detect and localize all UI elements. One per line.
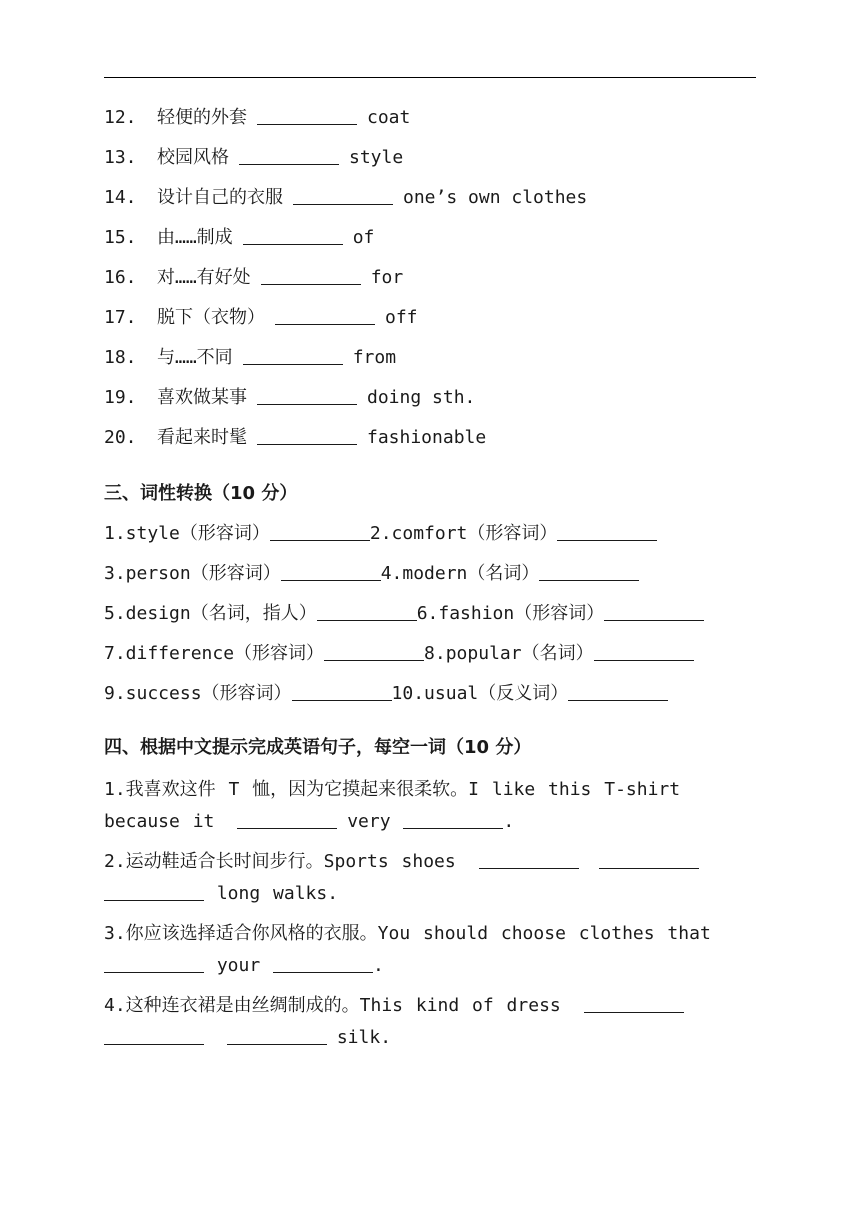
answer-blank[interactable] <box>403 808 503 829</box>
sentence-text: 1.我喜欢这件 T 恤，因为它摸起来很柔软。I like this T-shirt because it <box>104 779 681 832</box>
section-heading: 三、词性转换（10 分） <box>104 483 298 504</box>
item-number: 16. <box>104 267 137 288</box>
phrase-list <box>104 104 764 464</box>
chinese-prompt: 对……有好处 <box>157 267 251 288</box>
answer-blank[interactable] <box>243 344 343 365</box>
chinese-prompt: 喜欢做某事 <box>157 387 247 408</box>
answer-blank[interactable] <box>604 600 704 621</box>
english-tail: off <box>385 307 418 328</box>
answer-blank[interactable] <box>104 880 204 901</box>
conversion-prompt: 1.style（形容词） <box>104 523 270 544</box>
sentence-text: 2.运动鞋适合长时间步行。Sports shoes <box>104 851 456 872</box>
chinese-prompt: 设计自己的衣服 <box>157 187 283 208</box>
item-number: 18. <box>104 347 137 368</box>
item-number: 12. <box>104 107 137 128</box>
item-number: 14. <box>104 187 137 208</box>
answer-blank[interactable] <box>479 848 579 869</box>
conversion-prompt: 8.popular（名词） <box>424 643 594 664</box>
answer-blank[interactable] <box>273 952 373 973</box>
list-item <box>104 104 764 144</box>
sentence-text: very <box>347 811 391 832</box>
answer-blank[interactable] <box>261 264 361 285</box>
english-tail: fashionable <box>367 427 487 448</box>
answer-blank[interactable] <box>104 1024 204 1045</box>
english-tail: for <box>370 267 404 288</box>
answer-blank[interactable] <box>237 808 337 829</box>
conversion-prompt: 6.fashion（形容词） <box>416 603 605 624</box>
chinese-prompt: 由……制成 <box>157 227 233 248</box>
sentence-text: your <box>216 955 261 976</box>
conversion-prompt: 4.modern（名词） <box>380 563 540 584</box>
answer-blank[interactable] <box>270 520 370 541</box>
list-item <box>104 384 764 424</box>
item-number: 15. <box>104 227 137 248</box>
list-item <box>104 424 764 464</box>
answer-blank[interactable] <box>317 600 417 621</box>
item-number: 20. <box>104 427 137 448</box>
sentence-text: long walks. <box>216 883 339 904</box>
answer-blank[interactable] <box>557 520 657 541</box>
sentence-text: 3.你应该选择适合你风格的衣服。You should choose clothes that <box>104 923 711 944</box>
answer-blank[interactable] <box>227 1024 327 1045</box>
sentence-text: . <box>503 811 515 832</box>
item-number: 19. <box>104 387 137 408</box>
list-item <box>104 144 764 184</box>
answer-blank[interactable] <box>584 992 684 1013</box>
english-tail: coat <box>367 107 411 128</box>
conversion-prompt: 2.comfort（形容词） <box>369 523 558 544</box>
list-item <box>104 304 764 344</box>
answer-blank[interactable] <box>324 640 424 661</box>
list-item <box>104 344 764 384</box>
english-tail: doing sth. <box>367 387 476 408</box>
conversion-prompt: 10.usual（反义词） <box>391 683 569 704</box>
sentence-item <box>104 918 744 982</box>
conversion-row <box>104 680 764 720</box>
chinese-prompt: 与……不同 <box>157 347 233 368</box>
item-number: 13. <box>104 147 137 168</box>
answer-blank[interactable] <box>539 560 639 581</box>
chinese-prompt: 校园风格 <box>157 147 229 168</box>
conversion-row <box>104 520 764 560</box>
list-item <box>104 224 764 264</box>
answer-blank[interactable] <box>239 144 339 165</box>
sentence-text: silk. <box>336 1027 392 1048</box>
answer-blank[interactable] <box>257 384 357 405</box>
sentence-item <box>104 990 744 1054</box>
sentence-list <box>104 774 744 1062</box>
conversion-row <box>104 560 764 600</box>
answer-blank[interactable] <box>594 640 694 661</box>
english-tail: one’s own clothes <box>403 187 588 208</box>
answer-blank[interactable] <box>568 680 668 701</box>
sentence-text: 4.这种连衣裙是由丝绸制成的。This kind of dress <box>104 995 561 1016</box>
answer-blank[interactable] <box>257 104 357 125</box>
section-heading: 四、根据中文提示完成英语句子，每空一词（10 分） <box>104 737 532 758</box>
conversion-prompt: 5.design（名词，指人） <box>104 603 317 624</box>
sentence-item <box>104 774 744 838</box>
answer-blank[interactable] <box>293 184 393 205</box>
sentence-text: . <box>373 955 384 976</box>
chinese-prompt: 看起来时髦 <box>157 427 247 448</box>
answer-blank[interactable] <box>275 304 375 325</box>
header-rule <box>104 77 756 78</box>
conversion-row <box>104 600 764 640</box>
conversion-row <box>104 640 764 680</box>
answer-blank[interactable] <box>599 848 699 869</box>
answer-blank[interactable] <box>104 952 204 973</box>
english-tail: of <box>352 227 375 248</box>
conversion-prompt: 3.person（形容词） <box>104 563 281 584</box>
answer-blank[interactable] <box>243 224 343 245</box>
answer-blank[interactable] <box>257 424 357 445</box>
english-tail: style <box>349 147 404 168</box>
english-tail: from <box>352 347 397 368</box>
conversion-prompt: 9.success（形容词） <box>104 683 292 704</box>
item-number: 17. <box>104 307 137 328</box>
conversion-prompt: 7.difference（形容词） <box>104 643 325 664</box>
list-item <box>104 264 764 304</box>
conversion-list <box>104 520 764 720</box>
sentence-item <box>104 846 744 910</box>
chinese-prompt: 脱下（衣物） <box>157 307 265 328</box>
chinese-prompt: 轻便的外套 <box>157 107 247 128</box>
list-item <box>104 184 764 224</box>
answer-blank[interactable] <box>281 560 381 581</box>
answer-blank[interactable] <box>292 680 392 701</box>
